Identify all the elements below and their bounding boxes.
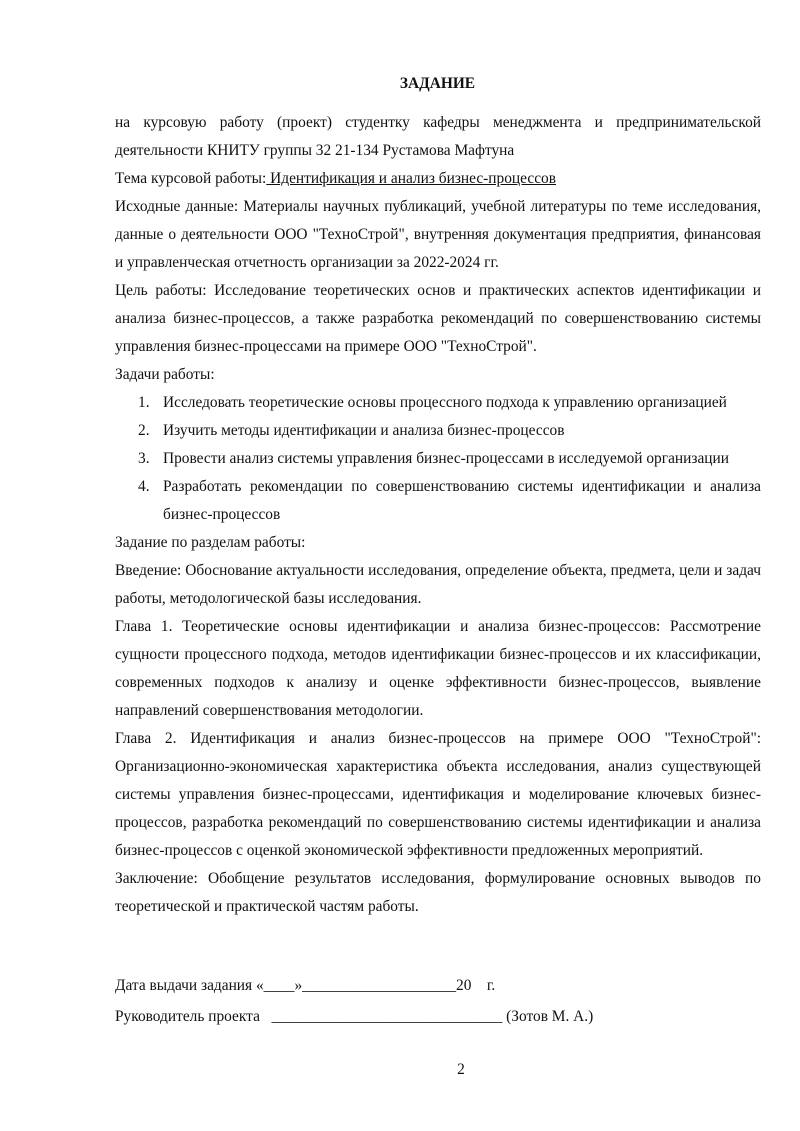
topic-value: Идентификация и анализ бизнес-процессов — [266, 170, 557, 187]
document-title: ЗАДАНИЕ — [399, 75, 476, 92]
topic-label: Тема курсовой работы: — [115, 170, 267, 187]
initial-data-paragraph: Исходные данные: Материалы научных публикаций, учебной литературы по теме исследования, данные о деятельности ООО "ТехноСтрой", внутренняя документация предприятия, финансовая и управленческая отчетность организации за 2022-2024 гг. — [115, 198, 761, 271]
sections-heading: Задание по разделам работы: — [115, 534, 306, 551]
list-item-number: 2. — [138, 422, 150, 439]
intro-paragraph: на курсовую работу (проект) студентку кафедры менеджмента и предпринимательской деятельности КНИТУ группы 32 21-134 Рустамова Мафтуна — [115, 114, 761, 159]
list-item-text: Разработать рекомендации по совершенствованию системы идентификации и анализа бизнес-процессов — [163, 478, 761, 523]
list-item-number: 4. — [138, 478, 150, 495]
list-item — [115, 389, 761, 417]
goal-paragraph: Цель работы: Исследование теоретических основ и практических аспектов идентификации и анализа бизнес-процессов, а также разработка рекомендаций по совершенствованию системы управления бизнес-процессами на примере ООО "ТехноСтрой". — [115, 282, 761, 355]
conclusion-paragraph: Заключение: Обобщение результатов исследования, формулирование основных выводов по теоретической и практической частям работы. — [115, 870, 761, 915]
list-item — [115, 445, 761, 473]
list-item-text: Провести анализ системы управления бизнес-процессами в исследуемой организации — [163, 450, 729, 467]
chapter1-paragraph: Глава 1. Теоретические основы идентификации и анализа бизнес-процессов: Рассмотрение сущности процессного подхода, методов идентификации бизнес-процессов и их классификации, современных подходов к анализу и оценке эффективности бизнес-процессов, выявление направлений совершенствования методологии. — [115, 618, 761, 719]
supervisor-line: Руководитель проекта ______________________________ (Зотов М. А.) — [115, 1008, 594, 1025]
topic-line — [115, 165, 761, 193]
list-item-number: 3. — [138, 450, 150, 467]
list-item-text: Исследовать теоретические основы процессного подхода к управлению организацией — [163, 394, 727, 411]
list-item-text: Изучить методы идентификации и анализа бизнес-процессов — [163, 422, 565, 439]
list-item-number: 1. — [138, 394, 150, 411]
tasks-heading: Задачи работы: — [115, 366, 215, 383]
document-body — [115, 109, 761, 921]
chapter2-paragraph: Глава 2. Идентификация и анализ бизнес-процессов на примере ООО "ТехноСтрой": Организационно-экономическая характеристика объекта исследования, анализ существующей системы управления бизнес-процессами, идентификация и моделирование ключевых бизнес-процессов, разработка рекомендаций по совершенствованию системы идентификации и анализа бизнес-процессов с оценкой экономической эффективности предложенных мероприятий. — [115, 730, 761, 859]
list-item — [115, 417, 761, 445]
introduction-paragraph: Введение: Обоснование актуальности исследования, определение объекта, предмета, цели и задач работы, методологической базы исследования. — [115, 562, 761, 607]
issue-date-line: Дата выдачи задания «____»____________________20 г. — [115, 977, 496, 994]
page-number: 2 — [457, 1061, 465, 1078]
tasks-list — [115, 389, 761, 529]
list-item — [115, 473, 761, 529]
